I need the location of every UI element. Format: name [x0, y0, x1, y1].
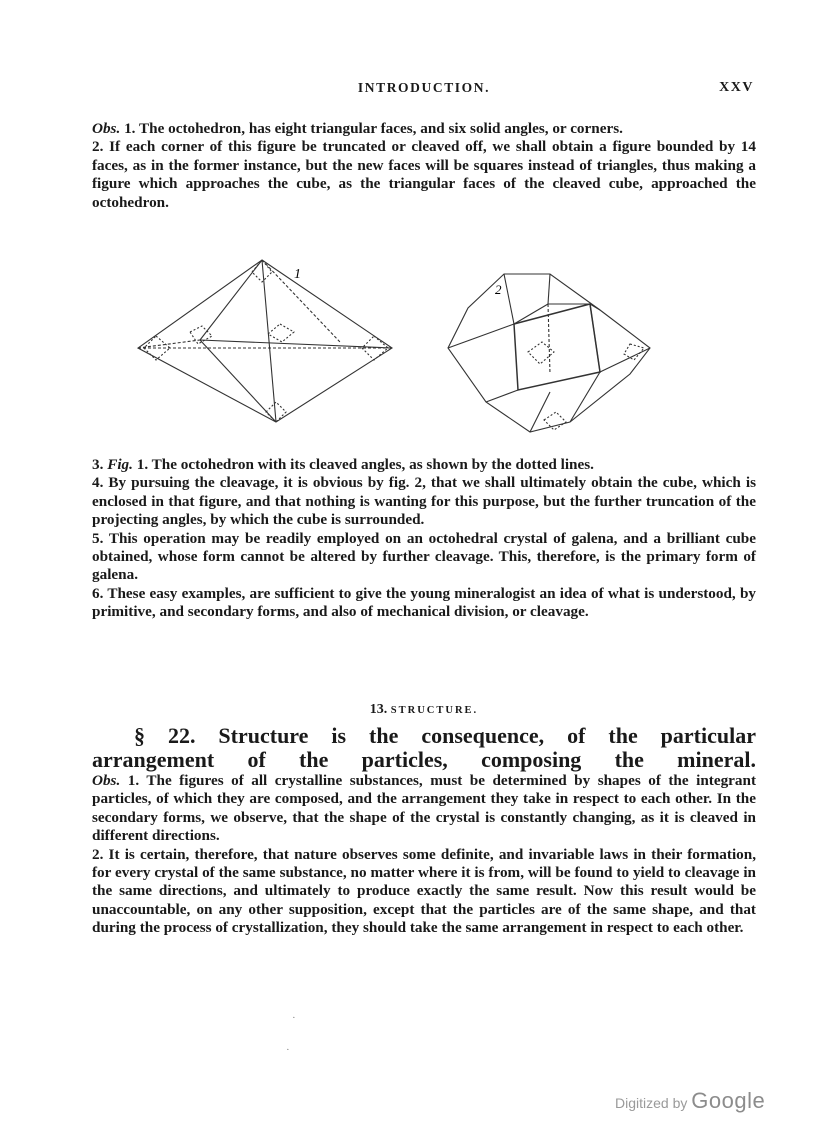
page-header	[94, 80, 754, 100]
paragraph-block-a	[92, 120, 756, 212]
figure-2-label: 2	[495, 282, 502, 297]
obs-label: Obs.	[92, 120, 121, 137]
digitized-prefix: Digitized by	[615, 1095, 692, 1111]
section-number: 13.	[369, 702, 388, 717]
para-6: 6. These easy examples, are sufficient to give the young mineralogist an idea of what is understood, by primitive, and secondary forms, and also of mechanical division, or cleavage.	[92, 584, 756, 621]
article-heading	[92, 724, 756, 772]
obs-label-structure: Obs.	[92, 772, 121, 789]
para-4: 4. By pursuing the cleavage, it is obvious by fig. 2, that we shall ultimately obtain the cube, which is enclosed in that figure, and that nothing is wanting for this purpose, but the further truncation of the projecting angles, by which the cube is surrounded.	[92, 474, 756, 529]
fig-label: Fig.	[107, 456, 133, 473]
figure-cube-in-octohedron	[448, 274, 650, 432]
para-3: 3. Fig. 1. The octohedron with its cleaved angles, as shown by the dotted lines.	[92, 456, 594, 473]
obs-1-text: 1. The octohedron, has eight triangular faces, and six solid angles, or corners.	[120, 120, 623, 137]
heading-line-2: arrangement of the particles, composing the mineral.	[92, 747, 756, 772]
obs-2-structure: 2. It is certain, therefore, that nature observes some definite, and invariable laws in their formation, for every crystal of the same substance, no matter where it is from, will be found to yield to cleavage in the same directions, and ultimately to produce exactly the same result. Now this result would be unaccountable, on any other supposition, except that the particles are of the same shape, and that during the process of crystallization, they should take the same arrangement in respect to each other.	[92, 845, 756, 937]
running-title: INTRODUCTION.	[357, 80, 491, 95]
print-speck-2: ·	[286, 1044, 290, 1056]
obs-1-paragraph	[92, 120, 756, 138]
figure-octohedron	[138, 260, 392, 422]
obs-2-paragraph: 2. If each corner of this figure be truncated or cleaved off, we shall obtain a figure bounded by 14 faces, as in the former instance, but the new faces will be squares instead of triangles, thus making a figure which approaches the cube, as the triangular faces of the cleaved cube, approached the octohedron.	[92, 138, 756, 211]
figure-1-label: 1	[294, 267, 301, 282]
paragraph-block-c	[92, 772, 756, 938]
digitized-watermark	[615, 1088, 765, 1114]
google-logo: Google	[691, 1088, 766, 1113]
crystal-figures	[130, 252, 690, 447]
section-title	[92, 702, 756, 718]
para-5: 5. This operation may be readily employed on an octohedral crystal of galena, and a brilliant cube obtained, whose form cannot be altered by further cleavage. This, therefore, is the primary form of galena.	[92, 529, 756, 584]
print-speck: ·	[292, 1012, 296, 1024]
paragraph-block-b	[92, 456, 756, 622]
obs-1-structure: Obs. 1. The figures of all crystalline substances, must be determined by shapes of the integrant particles, of which they are composed, and the arrangement they take in respect to each other. In the secondary forms, we observe, that the shape of the crystal is constantly changing, as it is cleaved in different directions.	[92, 772, 756, 845]
heading-line-1: § 22. Structure is the consequence, of the particular	[134, 723, 756, 748]
page-number: XXV	[719, 80, 754, 95]
section-name: STRUCTURE.	[390, 705, 479, 716]
